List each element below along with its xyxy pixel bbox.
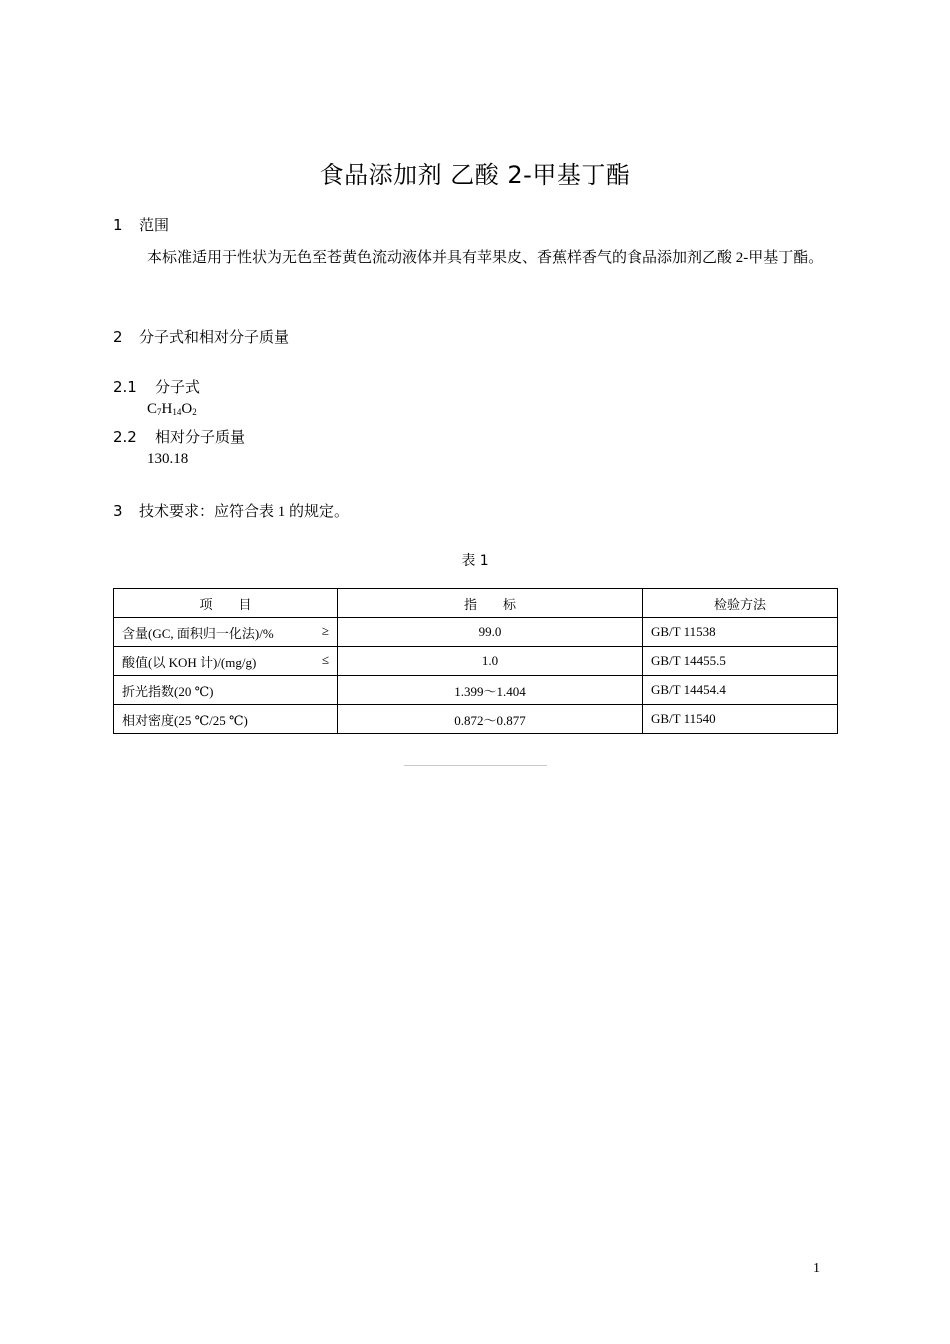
operator: ≥ xyxy=(321,622,329,638)
section-number: 2.1 xyxy=(113,378,137,396)
item-name: 折光指数(20 ℃) xyxy=(122,683,214,699)
section-text: 应符合表 1 的规定。 xyxy=(214,504,350,520)
table-header-row xyxy=(114,589,838,618)
section-2-heading xyxy=(113,326,289,347)
header-value: 指 标 xyxy=(338,589,643,618)
section-3-heading xyxy=(113,500,349,521)
header-method: 检验方法 xyxy=(643,589,838,618)
method-cell: GB/T 14455.5 xyxy=(643,647,838,676)
value-cell: 0.872～0.877 xyxy=(338,705,643,734)
section-1-body: 本标准适用于性状为无色至苍黄色流动液体并具有苹果皮、香蕉样香气的食品添加剂乙酸 2-甲基丁酯。 xyxy=(147,250,824,266)
section-title: 分子式和相对分子质量 xyxy=(139,328,290,346)
item-name: 含量(GC, 面积归一化法)/% xyxy=(122,625,274,641)
molecular-mass-value: 130.18 xyxy=(147,451,189,467)
item-cell xyxy=(114,618,338,647)
section-title: 相对分子质量 xyxy=(155,428,246,446)
item-name: 酸值(以 KOH 计)/(mg/g) xyxy=(122,654,257,670)
value-cell: 1.0 xyxy=(338,647,643,676)
page-number: 1 xyxy=(813,1261,820,1276)
section-2-1-heading xyxy=(113,376,200,397)
value-cell: 1.399～1.404 xyxy=(338,676,643,705)
section-2-2-heading xyxy=(113,426,245,447)
section-title: 范围 xyxy=(139,216,170,234)
section-number: 1 xyxy=(113,216,123,234)
table-row xyxy=(114,676,838,705)
item-name: 相对密度(25 ℃/25 ℃) xyxy=(122,712,248,728)
value-cell: 99.0 xyxy=(338,618,643,647)
table-caption: 表 1 xyxy=(461,553,489,569)
method-cell: GB/T 11540 xyxy=(643,705,838,734)
section-number: 2 xyxy=(113,328,123,346)
method-cell: GB/T 14454.4 xyxy=(643,676,838,705)
document-title: 食品添加剂 乙酸 2-甲基丁酯 xyxy=(319,161,631,189)
item-cell xyxy=(114,705,338,734)
section-title: 分子式 xyxy=(155,378,201,396)
end-divider xyxy=(404,765,547,766)
header-item: 项 目 xyxy=(114,589,338,618)
section-number: 3 xyxy=(113,502,123,520)
operator: ≤ xyxy=(321,651,329,667)
section-1-heading xyxy=(113,214,169,235)
table-row xyxy=(114,705,838,734)
item-cell xyxy=(114,647,338,676)
molecular-formula: $C_7H_{14}O_2$ xyxy=(147,401,197,417)
item-cell xyxy=(114,676,338,705)
table-row xyxy=(114,647,838,676)
table-row xyxy=(114,618,838,647)
section-number: 2.2 xyxy=(113,428,137,446)
spec-table xyxy=(113,588,838,734)
method-cell: GB/T 11538 xyxy=(643,618,838,647)
section-title: 技术要求： xyxy=(139,502,215,520)
